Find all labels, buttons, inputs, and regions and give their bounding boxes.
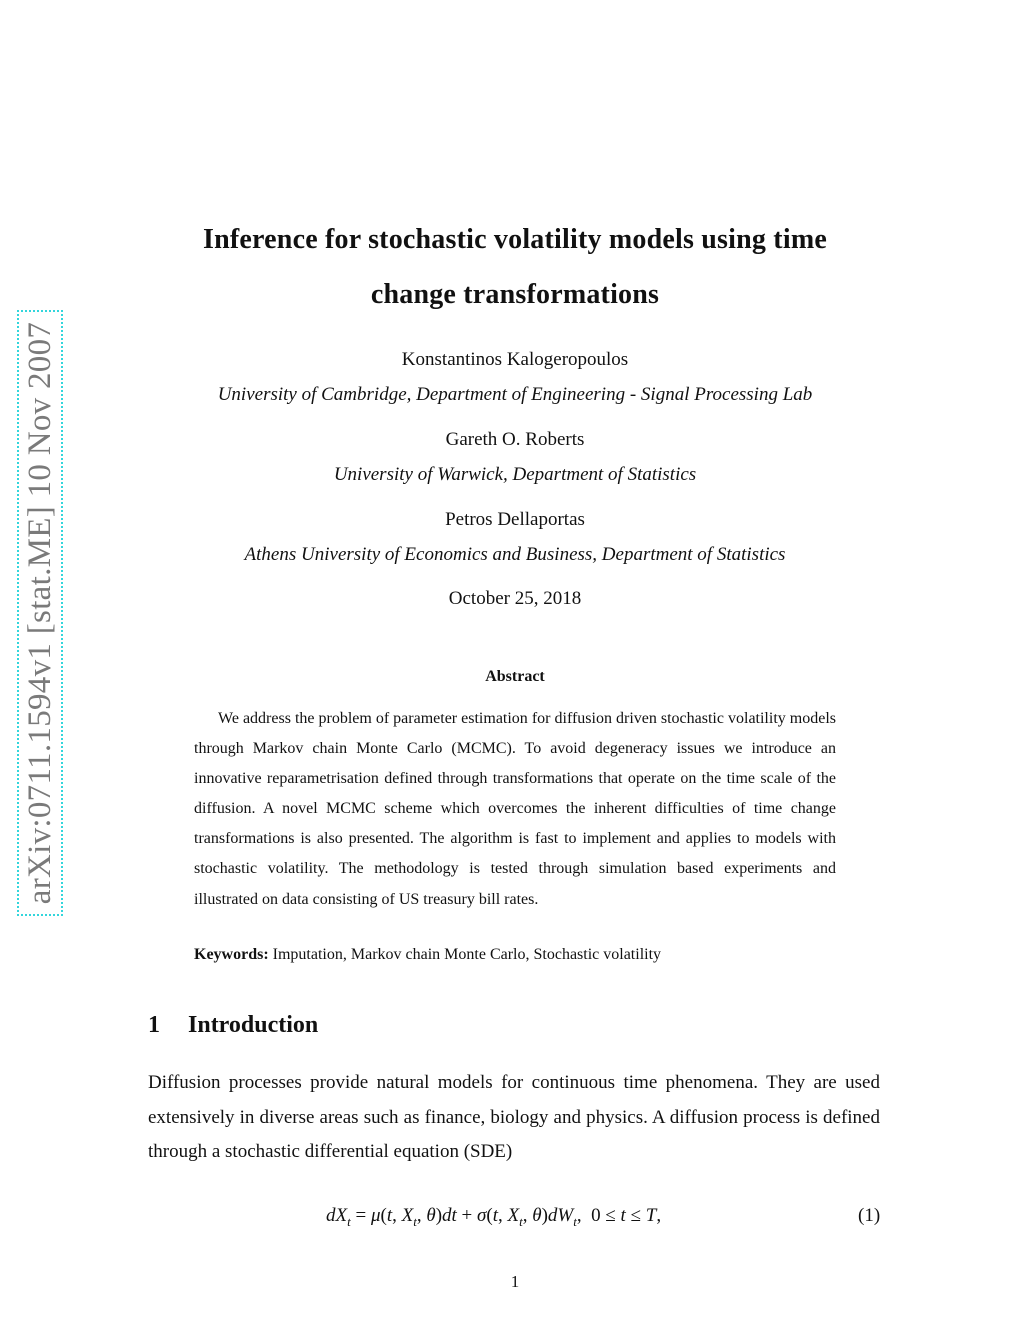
section-number: 1 — [148, 1012, 160, 1038]
section-title: Introduction — [188, 1012, 319, 1038]
author-name: Konstantinos Kalogeropoulos — [401, 349, 629, 370]
introduction-paragraph: Diffusion processes provide natural models for continuous time phenomena. They are used extensively in diverse areas such as finance, biology and physics. A diffusion process is defined through a stochastic differential equation (SDE) — [148, 1072, 880, 1162]
keywords-line — [194, 946, 661, 964]
section-heading — [148, 1012, 318, 1039]
arxiv-identifier: arXiv:0711.1594v1 [stat.ME] 10 Nov 2007 — [22, 321, 58, 905]
paper-title-line-2: change transformations — [370, 279, 660, 310]
equation-sde: $dX_t = \mu(t$, $X_t$, θ)dt + σ(t, $X_t$, $\theta)dW_t$, 0 ≤ t ≤ T, — [326, 1205, 662, 1229]
author-name: Gareth O. Roberts — [445, 429, 585, 450]
author-affiliation: University of Cambridge, Department of Engineering - Signal Processing Lab — [217, 384, 813, 405]
keywords-label: Keywords: — [194, 946, 269, 963]
abstract-text: We address the problem of parameter estimation for diffusion driven stochastic volatility models through Markov chain Monte Carlo (MCMC). To avoid degeneracy issues we introduce an innovative reparametrisation defined through transformations that operate on the time scale of the diffusion. A novel MCMC scheme which overcomes the inherent difficulties of time change transformations is also presented. The algorithm is fast to implement and applies to models with stochastic volatility. The methodology is tested through simulation based experiments and illustrated on data consisting of US treasury bill rates. — [194, 710, 836, 908]
equation-label: (1) — [858, 1205, 881, 1226]
paper-date: October 25, 2018 — [448, 588, 582, 609]
page-number: 1 — [510, 1272, 520, 1291]
author-name: Petros Dellaportas — [445, 509, 585, 530]
paper-title-line-1: Inference for stochastic volatility models using time — [203, 224, 827, 255]
keywords-list: Imputation, Markov chain Monte Carlo, Stochastic volatility — [272, 946, 662, 963]
author-affiliation: Athens University of Economics and Business, Department of Statistics — [244, 544, 786, 565]
abstract-heading: Abstract — [485, 668, 545, 685]
author-affiliation: University of Warwick, Department of Statistics — [333, 464, 697, 485]
